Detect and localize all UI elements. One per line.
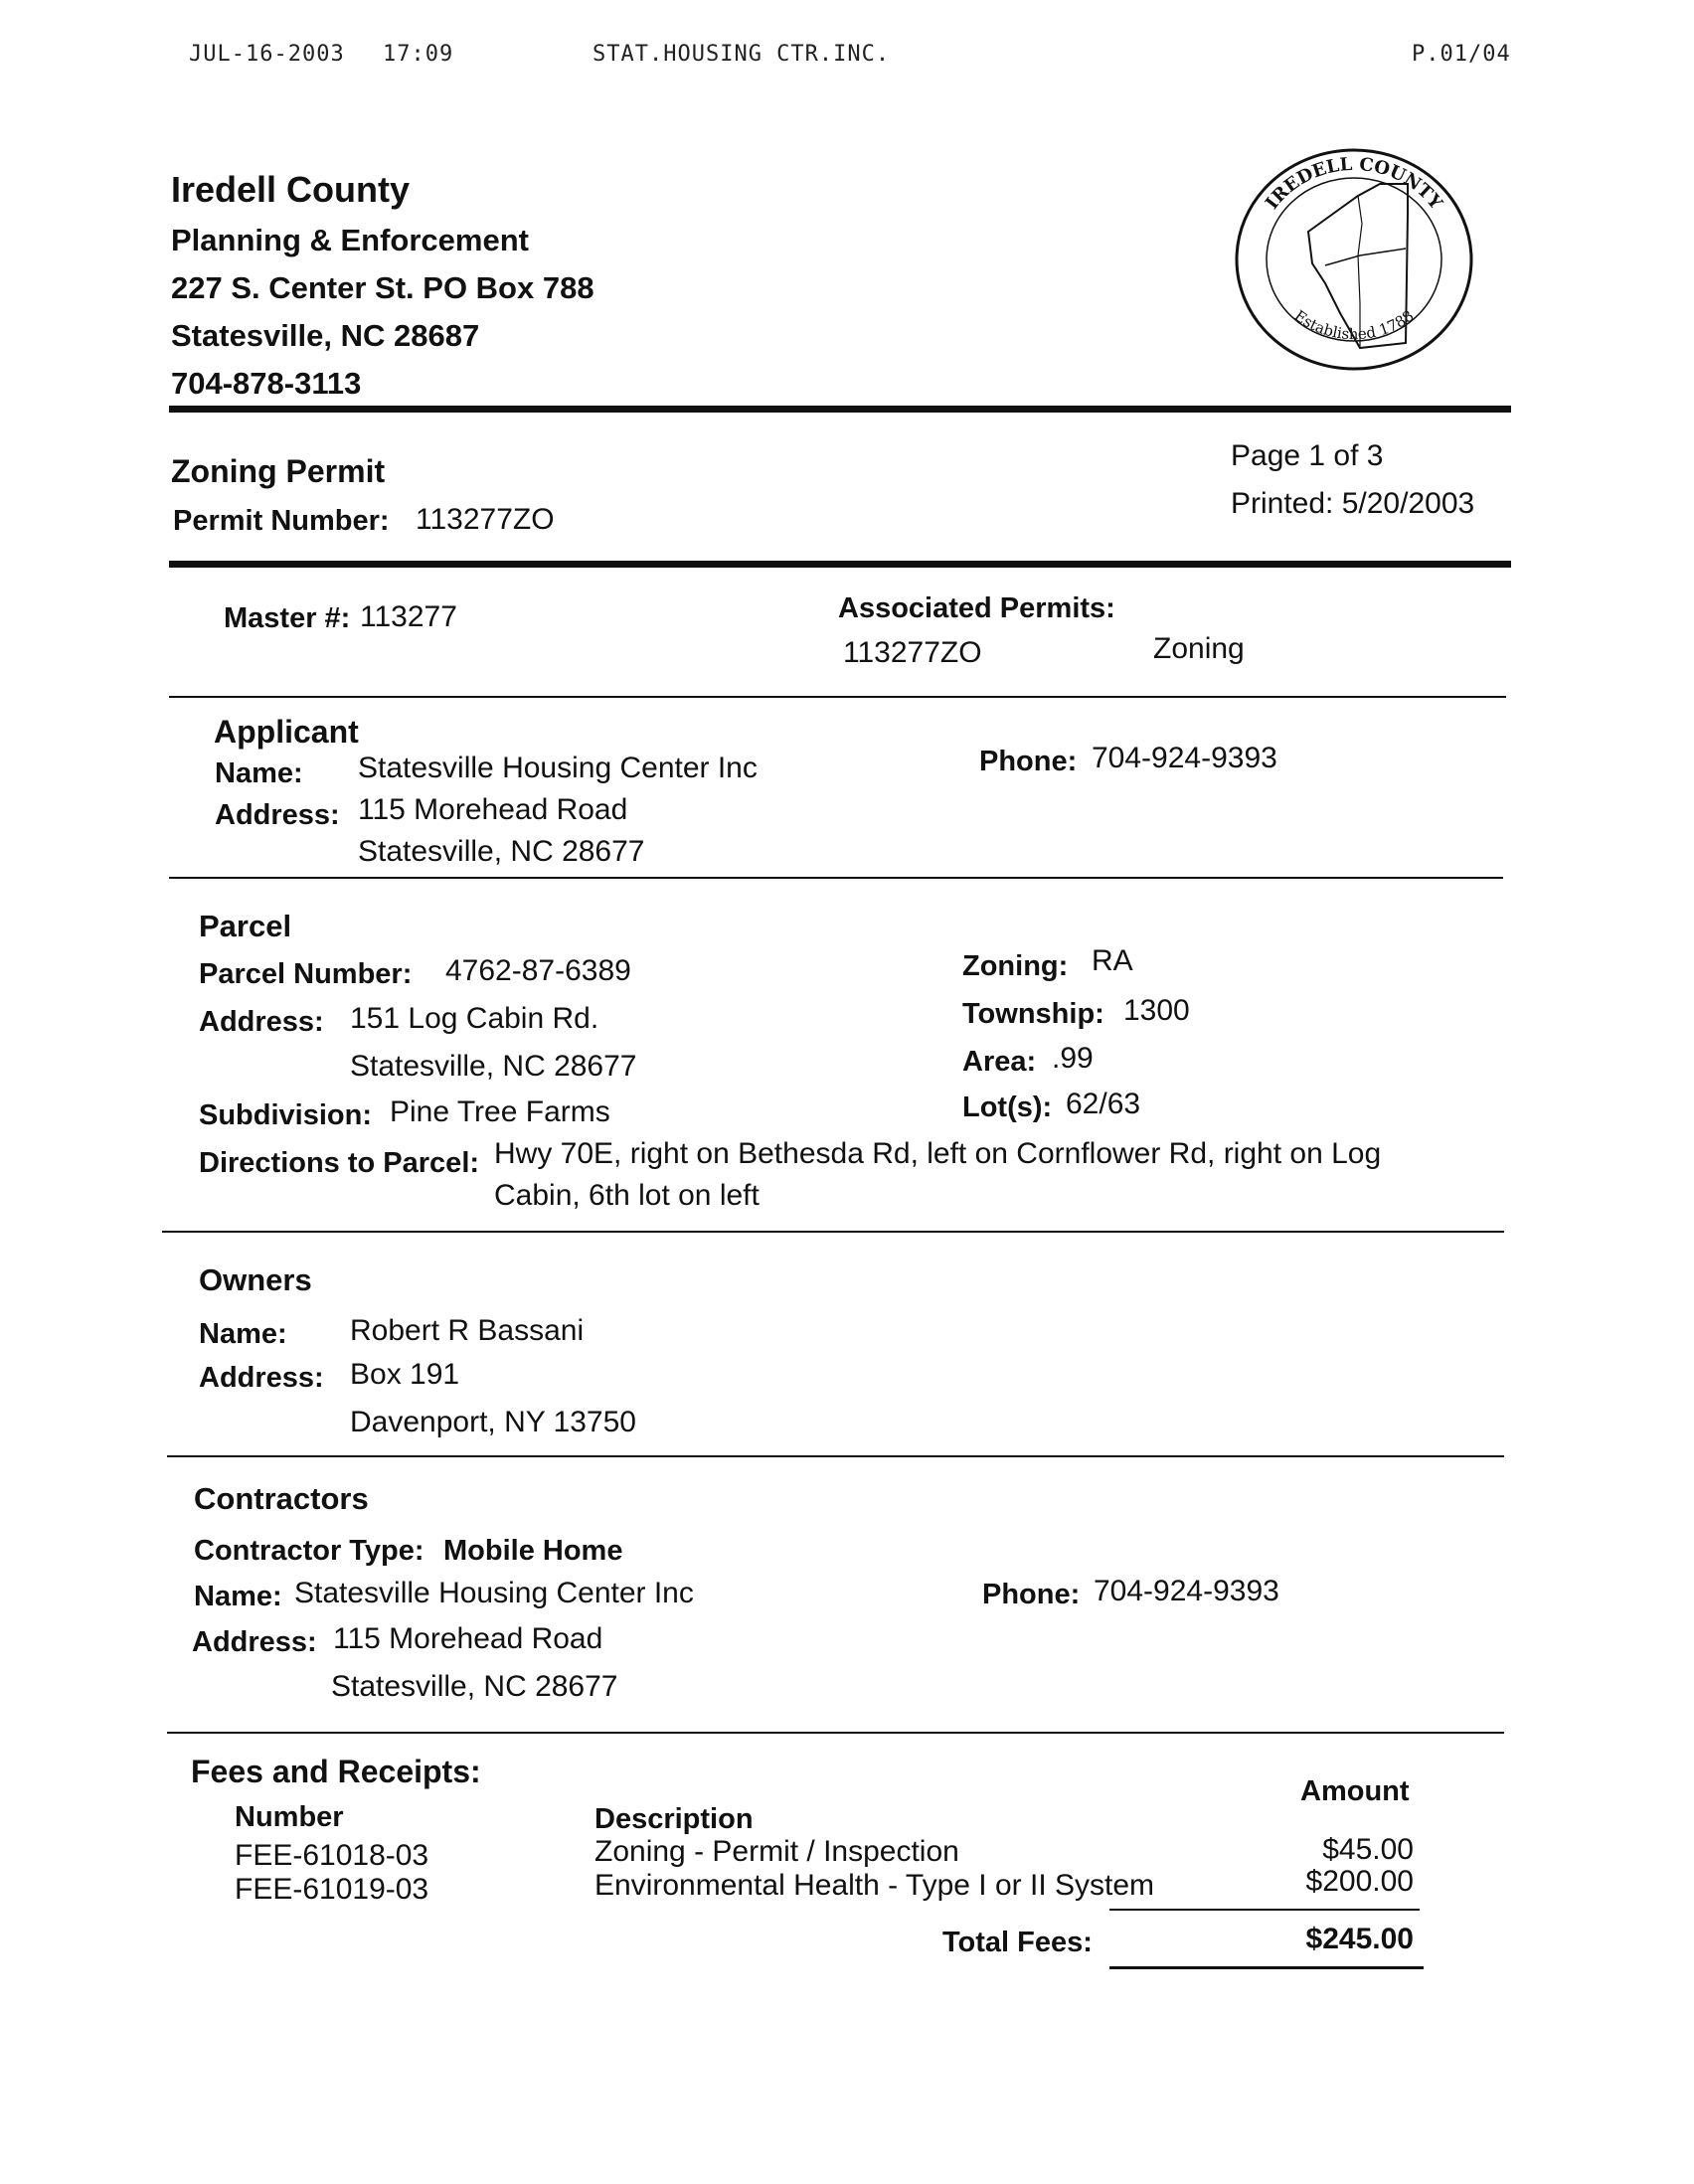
applicant-address-line1: 115 Morehead Road <box>358 793 628 826</box>
permit-number-label: Permit Number: <box>173 505 390 537</box>
master-label: Master #: <box>224 602 351 634</box>
permit-number: 113277ZO <box>416 503 555 536</box>
contractor-name-label: Name: <box>194 1581 282 1612</box>
parcel-address-line1: 151 Log Cabin Rd. <box>350 1002 599 1035</box>
owner-name-label: Name: <box>199 1318 287 1350</box>
zoning: RA <box>1092 944 1133 977</box>
associated-permit-type: Zoning <box>1153 632 1245 665</box>
agency-street: 227 S. Center St. PO Box 788 <box>171 270 594 305</box>
fees-col-amount: Amount <box>1300 1775 1410 1807</box>
fee-amount: $45.00 <box>1322 1833 1414 1866</box>
fax-date: JUL-16-2003 <box>189 42 345 67</box>
applicant-name: Statesville Housing Center Inc <box>358 752 758 784</box>
township: 1300 <box>1123 994 1190 1027</box>
directions-line2: Cabin, 6th lot on left <box>494 1179 760 1212</box>
applicant-address-label: Address: <box>215 799 340 831</box>
county-name: Iredell County <box>171 169 411 210</box>
contractor-address-line1: 115 Morehead Road <box>333 1622 603 1655</box>
applicant-phone-label: Phone: <box>979 746 1078 777</box>
parcel-address-line2: Statesville, NC 28677 <box>350 1050 637 1083</box>
parcel-heading: Parcel <box>199 909 292 943</box>
owners-heading: Owners <box>199 1262 312 1297</box>
contractors-heading: Contractors <box>194 1481 369 1516</box>
fax-sender: STAT.HOUSING CTR.INC. <box>593 42 891 67</box>
master-number: 113277 <box>360 600 457 633</box>
contractor-phone-label: Phone: <box>982 1579 1081 1610</box>
township-label: Township: <box>962 998 1104 1030</box>
lots-label: Lot(s): <box>962 1092 1053 1123</box>
fee-description: Environmental Health - Type I or II System <box>594 1869 1155 1902</box>
contractor-type: Mobile Home <box>443 1535 623 1567</box>
contractor-address-line2: Statesville, NC 28677 <box>331 1670 618 1703</box>
owner-address-label: Address: <box>199 1362 324 1394</box>
divider <box>169 696 1506 698</box>
fax-page: P.01/04 <box>1412 42 1511 67</box>
county-seal <box>1231 144 1477 375</box>
total-fees-label: Total Fees: <box>942 1927 1093 1958</box>
contractor-name: Statesville Housing Center Inc <box>294 1577 694 1609</box>
area-label: Area: <box>962 1046 1037 1078</box>
owner-address-line1: Box 191 <box>350 1358 460 1391</box>
divider <box>169 877 1503 879</box>
fax-time: 17:09 <box>383 42 454 67</box>
fees-heading: Fees and Receipts: <box>191 1754 481 1789</box>
page-info: Page 1 of 3 <box>1231 439 1384 472</box>
fee-description: Zoning - Permit / Inspection <box>594 1835 959 1868</box>
owner-name: Robert R Bassani <box>350 1314 585 1347</box>
area: .99 <box>1052 1042 1094 1075</box>
directions-line1: Hwy 70E, right on Bethesda Rd, left on Cornflower Rd, right on Log <box>494 1137 1382 1170</box>
contractor-phone: 704-924-9393 <box>1094 1575 1279 1607</box>
associated-permits-label: Associated Permits: <box>838 592 1115 624</box>
header-rule <box>169 406 1511 413</box>
divider <box>167 1732 1504 1734</box>
contractor-address-label: Address: <box>192 1626 317 1658</box>
applicant-phone: 704-924-9393 <box>1092 742 1277 774</box>
department-name: Planning & Enforcement <box>171 223 529 257</box>
fee-number: FEE-61019-03 <box>235 1873 429 1906</box>
svg-text:Established 1788 <box>1291 306 1418 343</box>
total-rule-bottom <box>1109 1966 1424 1969</box>
divider <box>167 1455 1504 1457</box>
associated-permit-number: 113277ZO <box>843 636 982 669</box>
subdivision-label: Subdivision: <box>199 1099 372 1131</box>
divider <box>162 1231 1504 1233</box>
agency-phone: 704-878-3113 <box>171 366 362 401</box>
parcel-number: 4762-87-6389 <box>445 954 631 987</box>
permit-title: Zoning Permit <box>171 453 386 489</box>
zoning-label: Zoning: <box>962 950 1069 982</box>
applicant-address-line2: Statesville, NC 28677 <box>358 835 645 868</box>
parcel-address-label: Address: <box>199 1006 324 1038</box>
total-fees: $245.00 <box>1305 1923 1414 1955</box>
seal-top-text: IREDELL COUNTY <box>1262 153 1446 214</box>
fees-col-description: Description <box>594 1803 754 1835</box>
fee-amount: $200.00 <box>1305 1865 1414 1898</box>
subdivision: Pine Tree Farms <box>390 1095 610 1128</box>
contractor-type-label: Contractor Type: <box>194 1535 424 1567</box>
agency-city: Statesville, NC 28687 <box>171 318 480 353</box>
applicant-heading: Applicant <box>214 714 359 750</box>
fees-col-number: Number <box>235 1801 344 1833</box>
owner-address-line2: Davenport, NY 13750 <box>350 1406 636 1438</box>
printed-date: Printed: 5/20/2003 <box>1231 487 1475 520</box>
permit-rule <box>169 561 1511 568</box>
fee-number: FEE-61018-03 <box>235 1839 429 1872</box>
parcel-number-label: Parcel Number: <box>199 958 413 990</box>
seal-bottom-text: Established 1788 <box>1290 306 1418 344</box>
directions-label: Directions to Parcel: <box>199 1147 480 1179</box>
total-rule-top <box>1109 1909 1420 1911</box>
applicant-name-label: Name: <box>215 757 303 789</box>
lots: 62/63 <box>1066 1088 1141 1120</box>
